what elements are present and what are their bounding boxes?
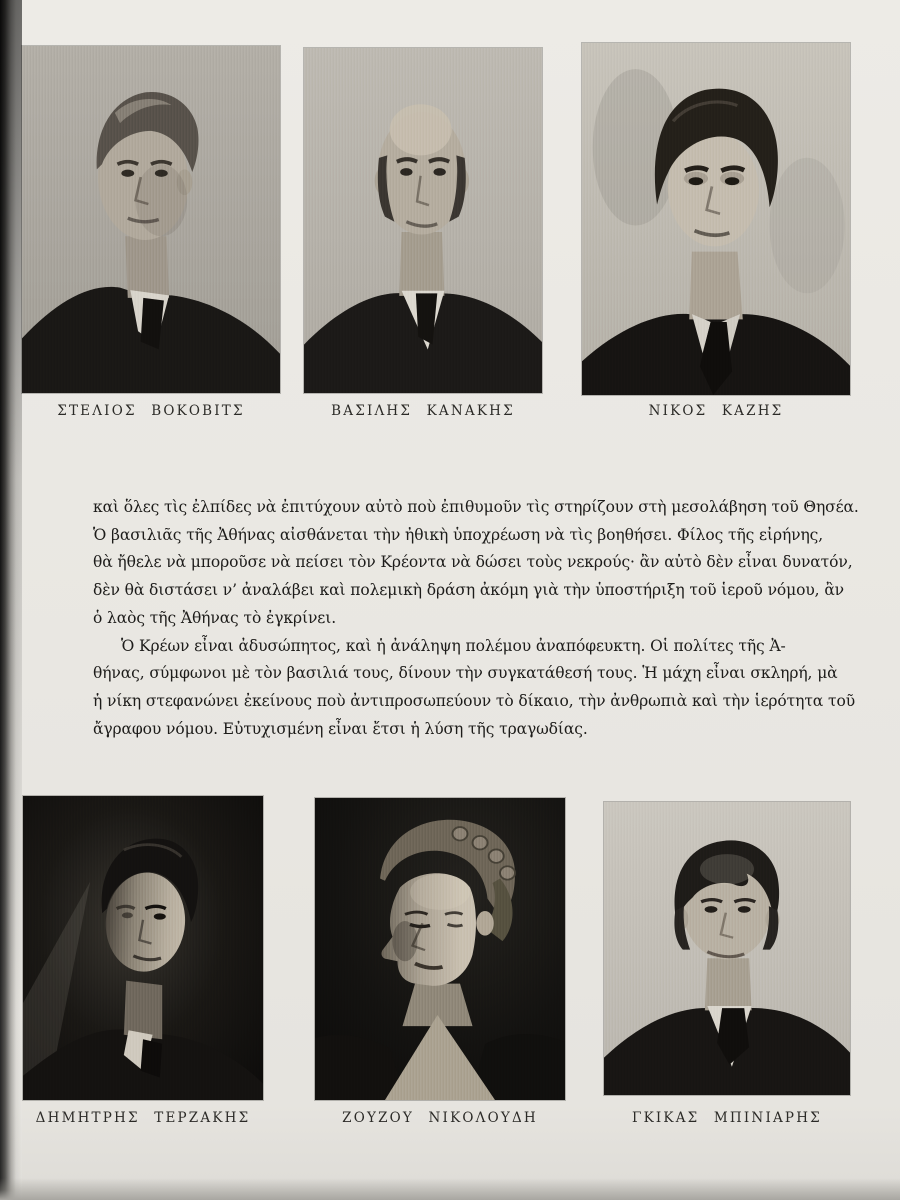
portrait-photo-zouzou-nikoloudi: [315, 798, 565, 1100]
synopsis-text-block: [93, 494, 859, 743]
portrait-photo-gikas-biniaris: [604, 802, 850, 1095]
portrait-photo-dimitris-terzakis: [23, 796, 263, 1100]
portrait-photo-nikos-kazis: [582, 43, 850, 395]
portrait-illustration: [23, 796, 263, 1100]
text-line: Ὁ βασιλιᾶς τῆς Ἀθήνας αἰσθάνεται τὴν ἠθικὴ ὑποχρέωση νὰ τὶς βοηθήσει. Φίλος τῆς εἰρήνης,: [93, 525, 824, 544]
portrait-photo-stelios-vokovits: [22, 46, 280, 393]
portrait-illustration: [22, 46, 280, 393]
portrait-illustration: [604, 802, 850, 1095]
text-line: δὲν θὰ διστάσει ν’ ἀναλάβει καὶ πολεμικὴ δράση ἀκόμη γιὰ τὴν ὑποστήριξη τοῦ ἱεροῦ νόμου, ἂν: [93, 581, 845, 600]
scan-gutter-shadow: [0, 0, 22, 1200]
photo-caption-stelios-vokovits: ΣΤΕΛΙΟΣ ΒΟΚΟΒΙΤΣ: [57, 403, 245, 419]
photo-caption-vasilis-kanakis: ΒΑΣΙΛΗΣ ΚΑΝΑΚΗΣ: [331, 403, 515, 419]
text-line: ἡ νίκη στεφανώνει ἐκείνους ποὺ ἀντιπροσωπεύουν τὸ δίκαιο, τὴν ἀνθρωπιὰ καὶ τὴν ἱερότητα τοῦ: [93, 691, 856, 710]
portrait-illustration: [582, 43, 850, 395]
photo-caption-gikas-biniaris: ΓΚΙΚΑΣ ΜΠΙΝΙΑΡΗΣ: [632, 1110, 822, 1126]
portrait-illustration: [304, 48, 542, 393]
portrait-photo-vasilis-kanakis: [304, 48, 542, 393]
portrait-illustration: [315, 798, 565, 1100]
text-line: ὁ λαὸς τῆς Ἀθήνας τὸ ἐγκρίνει.: [93, 608, 337, 627]
text-line: Ὁ Κρέων εἶναι ἀδυσώπητος, καὶ ἡ ἀνάληψη πολέμου ἀναπόφευκτη. Οἱ πολίτες τῆς Ἀ-: [121, 636, 786, 655]
photo-caption-nikos-kazis: ΝΙΚΟΣ ΚΑΖΗΣ: [648, 403, 784, 419]
photo-caption-dimitris-terzakis: ΔΗΜΗΤΡΗΣ ΤΕΡΖΑΚΗΣ: [35, 1110, 251, 1126]
scan-bottom-edge-shadow: [0, 1178, 900, 1200]
text-line: θήνας, σύμφωνοι μὲ τὸν βασιλιά τους, δίνουν τὴν συγκατάθεσή τους. Ἡ μάχη εἶναι σκληρή, μὰ: [93, 664, 838, 683]
photo-caption-zouzou-nikoloudi: ΖΟΥΖΟΥ ΝΙΚΟΛΟΥΔΗ: [342, 1110, 538, 1126]
text-line: ἄγραφου νόμου. Εὐτυχισμένη εἶναι ἔτσι ἡ λύση τῆς τραγωδίας.: [93, 719, 588, 738]
text-line: καὶ ὅλες τὶς ἐλπίδες νὰ ἐπιτύχουν αὐτὸ ποὺ ἐπιθυμοῦν τὶς στηρίζουν στὴ μεσολάβηση τοῦ Θησέα.: [93, 498, 859, 516]
text-line: θὰ ἤθελε νὰ μποροῦσε νὰ πείσει τὸν Κρέοντα νὰ δώσει τοὺς νεκρούς· ἂν αὐτὸ δὲν εἶναι δυνατόν,: [93, 553, 853, 572]
